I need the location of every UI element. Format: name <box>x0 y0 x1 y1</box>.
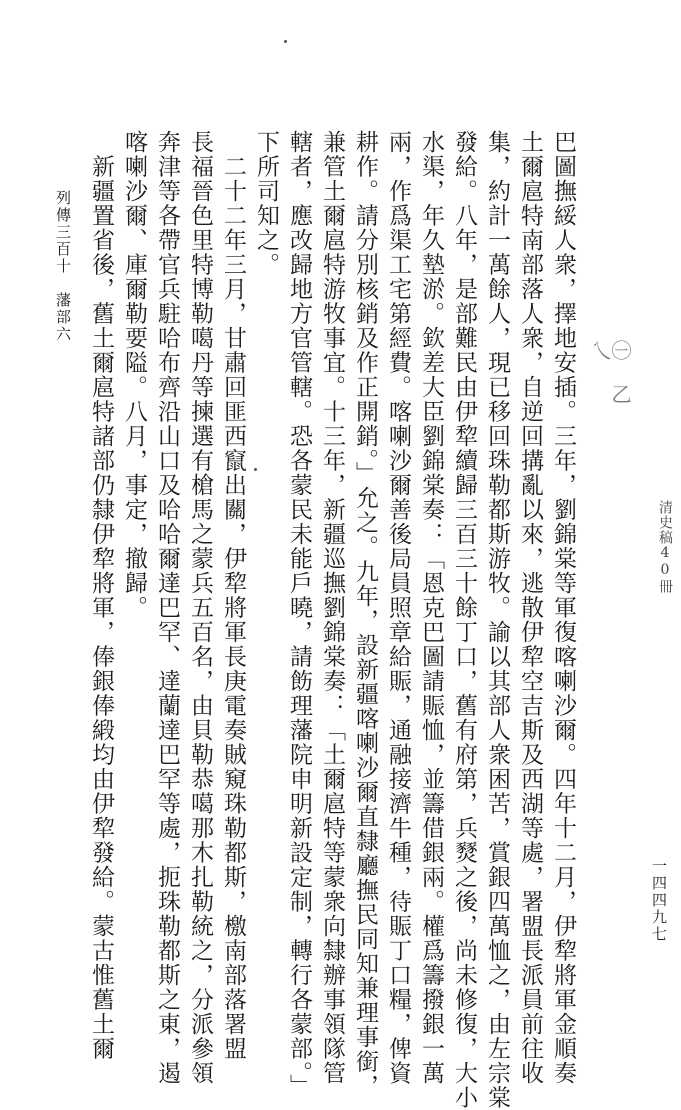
text-column-7: 耕作。請分別核銷及作正開銷。」允之。九年，設新疆喀喇沙爾直隸廳撫民同知兼理事銜， <box>352 130 378 1099</box>
page-number: 一四四九七 <box>650 858 668 943</box>
text-column-5: 水渠，年久墊淤。欽差大臣劉錦棠奏：「恩克巴圖請賑恤，並籌借銀兩。權爲籌撥銀一萬 <box>418 130 444 1086</box>
text-column-14: 喀喇沙爾、庫爾勒要隘。八月，事定，撤歸。 <box>121 130 147 620</box>
text-column-10: 下所司知之。 <box>253 130 279 277</box>
text-column-3: 集，約計一萬餘人，現已移回珠勒都斯游牧。諭以其部人衆困苦，賞銀四萬恤之，由左宗棠 <box>484 130 510 1110</box>
running-header: 列傳三百十 藩部六 <box>54 190 72 343</box>
text-column-1: 巴圖撫綏人衆，擇地安插。三年，劉錦棠等軍復喀喇沙爾。四年十二月，伊犂將軍金順奏 <box>550 130 576 1086</box>
text-column-12: 長福晉色里特博勒噶丹等揀選有槍馬之蒙兵五百名，由貝勒恭噶那木扎勒統之，分派參領 <box>187 130 213 1086</box>
text-column-15: 新疆置省後，舊土爾扈特諸部仍隸伊犂將軍，俸銀俸緞均由伊犂發給。蒙古惟舊土爾 <box>88 130 114 1061</box>
text-column-11: 二十二年三月，甘肅回匪西竄出關，伊犂將軍長庚電奏賊窺珠勒都斯，檄南部落署盟 <box>220 130 246 1061</box>
text-column-9: 轄者，應改歸地方官管轄。恐各蒙民未能戶曉，請飭理藩院申明新設定制，轉行各蒙部。」 <box>286 130 312 1099</box>
volume-stamp: 清史稿40冊 <box>657 500 673 594</box>
text-column-4: 發給。八年，是部難民由伊犂續歸三百三十餘丁口，舊有府第，兵燹之後，尚未修復，大小 <box>451 130 477 1110</box>
text-column-6: 兩，作爲渠工宅第經費。喀喇沙爾善後局員照章給賑，通融接濟牛種，待賑丁口糧，俾資 <box>385 130 411 1086</box>
text-column-13: 奔津等各帶官兵駐哈布齊沿山口及哈哈爾達巴罕、達蘭達巴罕等處，扼珠勒都斯之東，遏 <box>154 130 180 1086</box>
handwritten-marks: ㊀ 乙 乀 <box>588 340 632 404</box>
text-column-2: 土爾扈特南部落人衆，自逆回搆亂以來，逃散伊犂空吉斯及西湖等處，署盟長派員前往收 <box>517 130 543 1086</box>
scan-speck <box>254 468 257 471</box>
scan-speck <box>284 40 287 43</box>
text-column-8: 兼管土爾扈特游牧事宜。十三年，新疆巡撫劉錦棠奏：「土爾扈特等蒙衆向隸辦事領隊管 <box>319 130 345 1086</box>
